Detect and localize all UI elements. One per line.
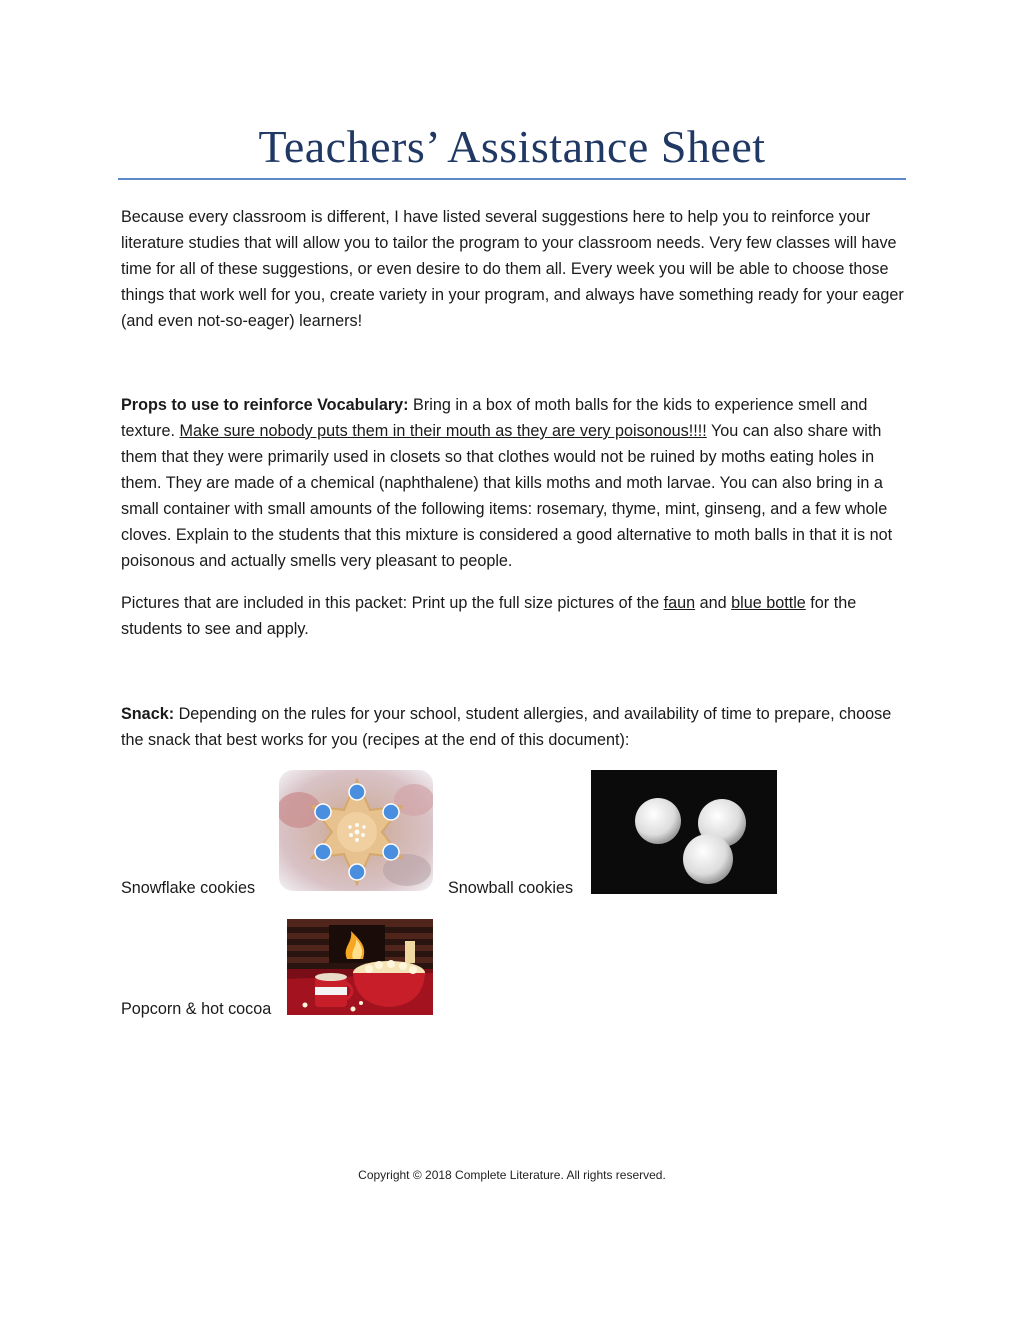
props-text-1: Bring in a box of moth balls for the kids to experience smell and texture. <box>121 396 868 440</box>
snowflake-cookies-label: Snowflake cookies <box>121 879 256 897</box>
title-underline-divider <box>118 178 906 180</box>
snack-heading: Snack: <box>121 705 175 723</box>
snowball-cookies-photo <box>591 770 777 894</box>
popcorn-cocoa-photo <box>287 919 433 1015</box>
popcorn-cocoa-label: Popcorn & hot cocoa <box>121 1000 272 1018</box>
props-warning: Make sure nobody puts them in their mouth as they are very poisonous!!!! <box>179 422 707 440</box>
snack-text: Depending on the rules for your school, student allergies, and availability of time to prepare, choose the snack that best works for you (recipes at the end of this document): <box>121 705 892 749</box>
intro-paragraph: Because every classroom is different, I have listed several suggestions here to help you to reinforce your literature studies that will allow you to tailor the program to your classroom needs. Very few classes will have time for all of these suggestions, or even desire to do them all. Every week you will be able to choose those things that work well for you, create variety in your program, and always have something ready for your eager (and even not-so-eager) learners! <box>121 208 904 330</box>
faun-link[interactable]: faun <box>663 594 696 612</box>
snowflake-cookie-photo <box>279 770 433 891</box>
pictures-text-3: for the students to see and apply. <box>121 594 857 638</box>
pictures-text-1: Pictures that are included in this packet: Print up the full size pictures of the <box>121 594 664 612</box>
props-text-2: You can also share with them that they were primarily used in closets so that clothes would not be ruined by moths eating holes in them. They are made of a chemical (naphthalene) that kills moths and moth larvae. You can also bring in a small container with small amounts of the following items: rosemary, thyme, mint, ginseng, and a few whole cloves. Explain to the students that this mixture is considered a good alternative to moth balls in that it is not poisonous and actually smells very pleasant to people. <box>121 422 893 570</box>
pictures-paragraph <box>121 590 911 642</box>
copyright-footer: Copyright © 2018 Complete Literature. All rights reserved. <box>358 1168 666 1182</box>
snowball-cookies-label: Snowball cookies <box>448 879 574 897</box>
page-title: Teachers’ Assistance Sheet <box>258 121 766 172</box>
props-paragraph <box>121 392 911 574</box>
props-heading: Props to use to reinforce Vocabulary: <box>121 396 409 414</box>
pictures-text-2: and <box>695 594 732 612</box>
blue-bottle-link[interactable]: blue bottle <box>731 594 806 612</box>
snack-paragraph <box>121 701 911 753</box>
